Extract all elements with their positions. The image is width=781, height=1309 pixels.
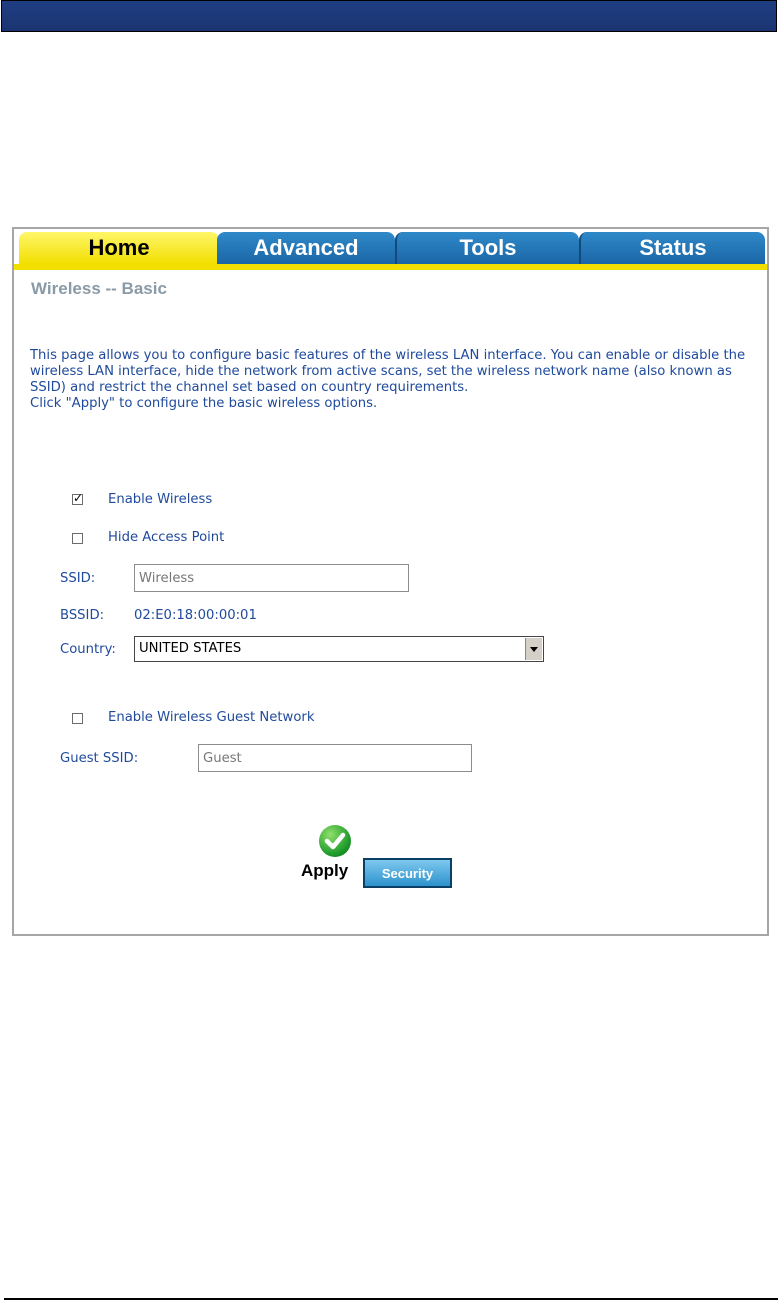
guest-ssid-label: Guest SSID: [60,751,139,766]
document-header-bar [1,0,777,32]
tab-home[interactable]: Home [19,232,219,264]
enable-wireless-label: Enable Wireless [108,492,213,507]
tab-status[interactable]: Status [579,232,765,264]
bssid-label: BSSID: [60,608,105,623]
chevron-down-icon[interactable] [525,638,542,660]
apply-button[interactable]: Apply [301,861,349,880]
security-button[interactable]: Security [363,858,452,888]
ssid-input[interactable]: Wireless [134,564,409,592]
bssid-value: 02:E0:18:00:00:01 [134,608,257,623]
check-circle-icon[interactable] [319,825,351,857]
ssid-label: SSID: [60,571,96,586]
guest-ssid-input[interactable]: Guest [198,744,472,772]
tab-underline [14,264,767,270]
guest-network-checkbox[interactable] [72,713,83,724]
page-description [30,348,755,412]
description-text: This page allows you to configure basic features of the wireless LAN interface. You can enable or disable the wireless LAN interface, hide the network from active scans, set the wireless network name (also known as SSID) and restrict the channel set based on country requirements. [30,348,746,395]
country-label: Country: [60,642,116,657]
router-config-panel [12,227,769,936]
tab-tools[interactable]: Tools [395,232,579,264]
main-tabs [14,232,767,264]
country-selected-value: UNITED STATES [139,641,242,656]
page-title: Wireless -- Basic [31,279,167,298]
tab-advanced[interactable]: Advanced [217,232,395,264]
footer-rule [4,1298,778,1300]
hide-access-point-label: Hide Access Point [108,530,225,545]
guest-network-label: Enable Wireless Guest Network [108,710,315,725]
description-apply-hint: Click "Apply" to configure the basic wireless options. [30,396,378,411]
hide-access-point-checkbox[interactable] [72,533,83,544]
country-select[interactable] [134,636,544,662]
enable-wireless-checkbox[interactable] [72,494,83,505]
